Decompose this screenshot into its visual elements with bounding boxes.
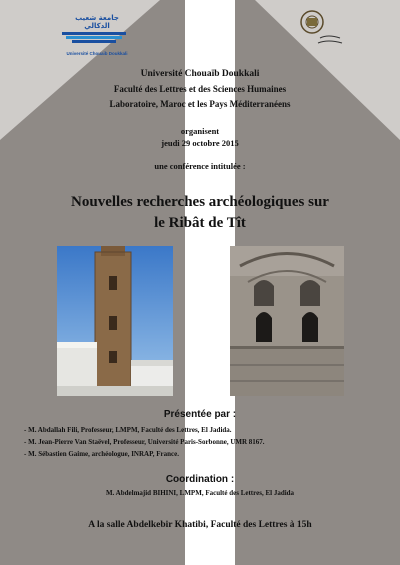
faculty-name: Faculté des Lettres et des Sciences Humaines bbox=[113, 84, 287, 94]
presenter-item: - M. Jean-Pierre Van Staëvel, Professeur, Université Paris-Sorbonne, UMR 8167. bbox=[24, 438, 265, 446]
event-date: jeudi 29 octobre 2015 bbox=[161, 138, 239, 148]
university-logo bbox=[62, 14, 132, 56]
presenters-heading: Présentée par : bbox=[163, 409, 237, 420]
presenter-item: - M. Abdallah Fili, Professeur, LMPM, Faculté des Lettres, El Jadida. bbox=[24, 426, 232, 434]
conference-title-line1: Nouvelles recherches archéologiques sur bbox=[71, 194, 329, 210]
logo-latin-text: Université Chouaib Doukkali bbox=[66, 51, 128, 56]
conference-title-line2: le Ribât de Tît bbox=[154, 215, 246, 231]
conference-intro: une conférence intitulée : bbox=[154, 161, 246, 171]
logo-arabic-text: جامعة شعيب الدكالي bbox=[75, 14, 119, 30]
presenter-item: - M. Sébastien Gaime, archéologue, INRAP, France. bbox=[24, 450, 179, 458]
laboratory-name: Laboratoire, Maroc et les Pays Méditerranéens bbox=[109, 99, 291, 109]
university-name: Université Chouaïb Doukkali bbox=[140, 69, 260, 79]
minaret-photo bbox=[57, 246, 173, 396]
venue-text: A la salle Abdelkebir Khatibi, Faculté des Lettres à 15h bbox=[88, 520, 312, 530]
coordination-name: M. Abdelmajid BIHINI, LMPM, Faculté des Lettres, El Jadida bbox=[105, 489, 295, 497]
ruin-arches-photo bbox=[230, 246, 344, 396]
logo-bars-icon bbox=[62, 32, 126, 44]
faculty-emblem-icon bbox=[296, 8, 344, 48]
organise-text: organisent bbox=[180, 126, 220, 136]
presenters-list bbox=[24, 424, 384, 460]
coordination-heading: Coordination : bbox=[165, 474, 235, 485]
